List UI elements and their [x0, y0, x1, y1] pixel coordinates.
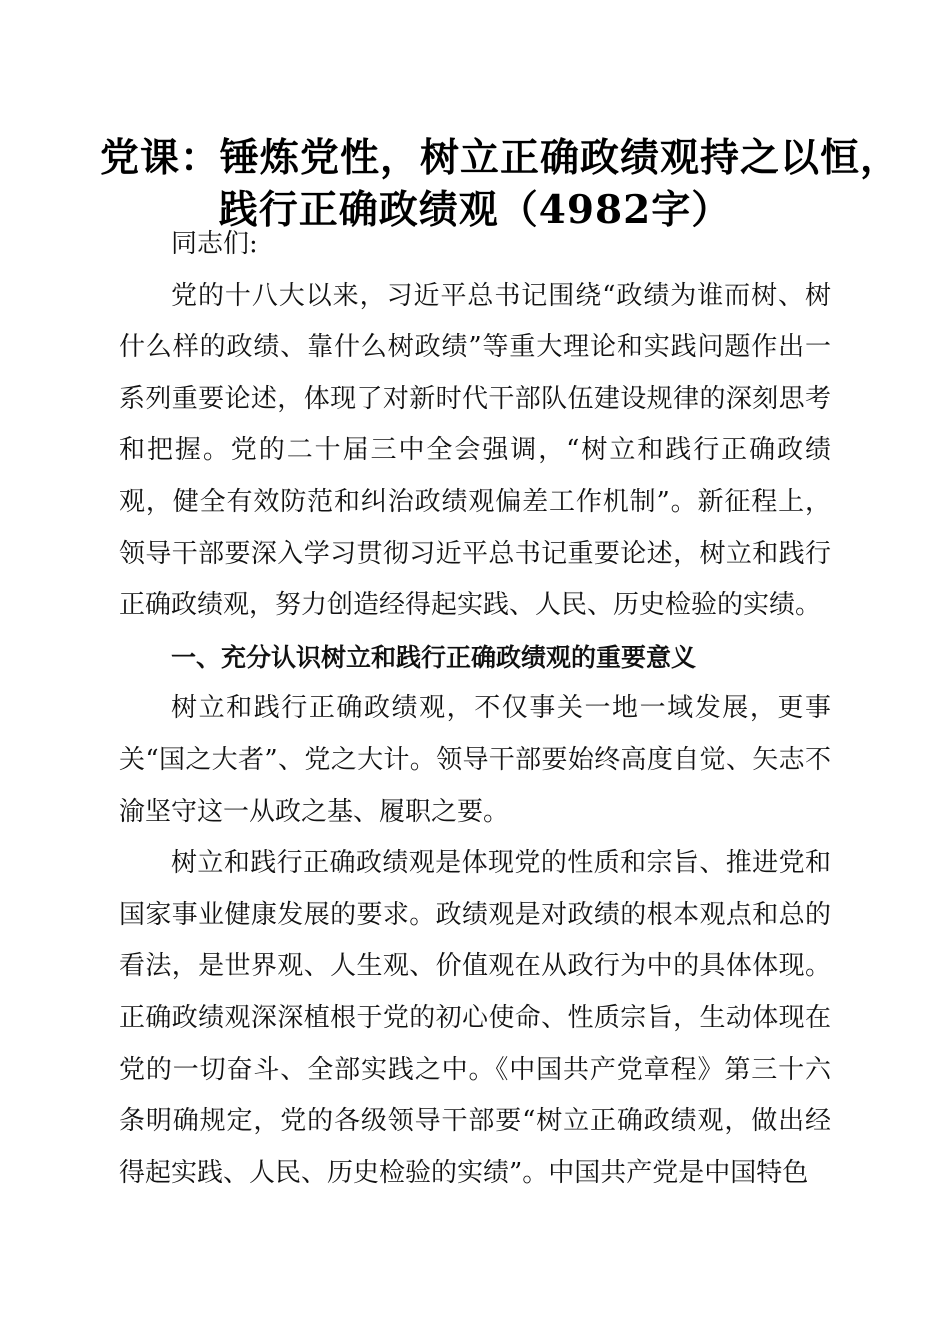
document-body: [119, 219, 831, 1199]
document-title-line-2: 践行正确政绩观（4982字）: [218, 187, 732, 233]
section-1-paragraph-2: 树立和践行正确政绩观是体现党的性质和宗旨、推进党和国家事业健康发展的要求。政绩观是对政绩的根本观点和总的看法，是世界观、人生观、价值观在从政行为中的具体体现。正确政绩观深深植根于党的初心使命、性质宗旨，生动体现在党的一切奋斗、全部实践之中。《中国共产党章程》第三十六条明确规定，党的各级领导干部要“树立正确政绩观，做出经得起实践、人民、历史检验的实绩”。中国共产党是中国特色: [119, 848, 831, 1188]
intro-paragraph: 党的十八大以来，习近平总书记围绕“政绩为谁而树、树什么样的政绩、靠什么树政绩”等重大理论和实践问题作出一系列重要论述，体现了对新时代干部队伍建设规律的深刻思考和把握。党的二十届三中全会强调，“树立和践行正确政绩观，健全有效防范和纠治政绩观偏差工作机制”。新征程上，领导干部要深入学习贯彻习近平总书记重要论述，树立和践行正确政绩观，努力创造经得起实践、人民、历史检验的实绩。: [119, 280, 831, 621]
section-1-heading: 一、充分认识树立和践行正确政绩观的重要意义: [171, 642, 697, 672]
salutation: 同志们:: [171, 229, 258, 259]
document-title-line-1: 党课：锤炼党性，树立正确政绩观持之以恒，: [100, 135, 901, 181]
section-1-paragraph-1: 树立和践行正确政绩观，不仅事关一地一域发展，更事关“国之大者”、党之大计。领导干部要始终高度自觉、矢志不渝坚守这一从政之基、履职之要。: [119, 693, 831, 827]
